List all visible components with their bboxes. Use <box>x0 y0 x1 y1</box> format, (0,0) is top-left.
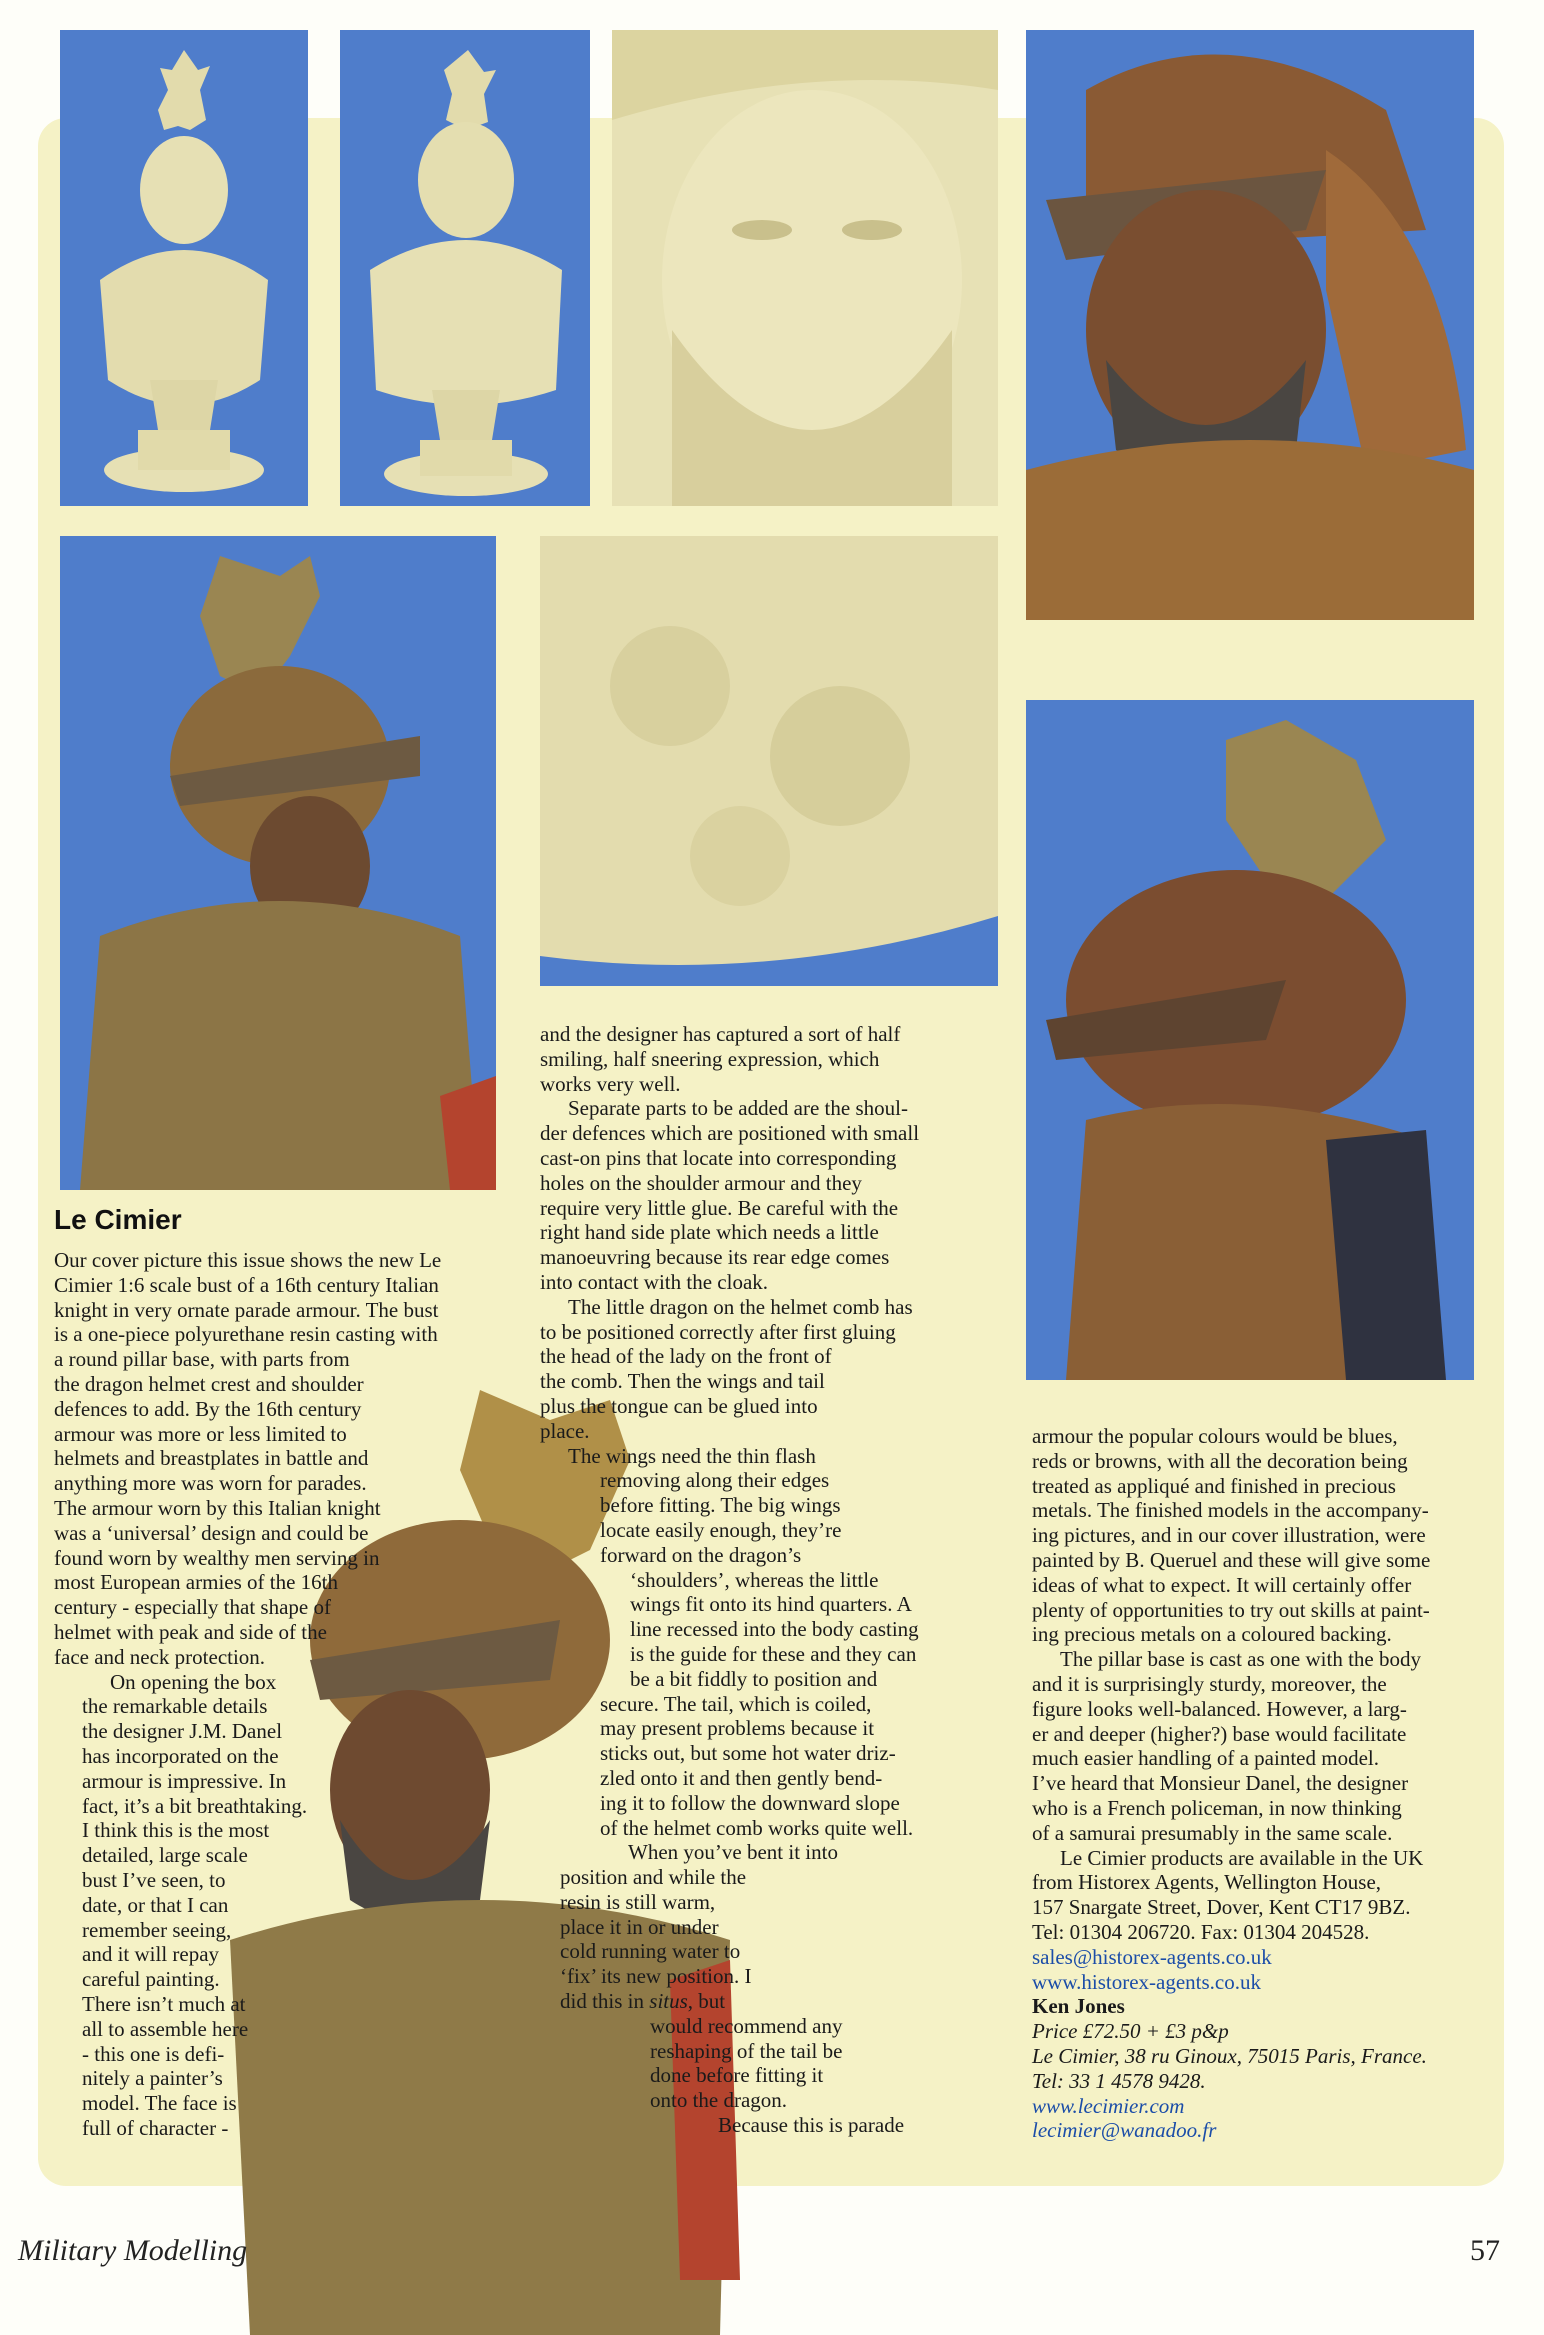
col3-paragraph <box>1032 1424 1502 1647</box>
col3-line: ing pictures, and in our cover illustration, were <box>1032 1523 1426 1548</box>
col2-paragraph <box>540 1840 1010 2113</box>
author-name: Ken Jones <box>1032 1994 1125 2019</box>
col3-line: I’ve heard that Monsieur Danel, the designer <box>1032 1771 1409 1796</box>
col1-line: most European armies of the 16th <box>54 1570 339 1595</box>
col2-line: to be positioned correctly after first gluing <box>540 1319 896 1344</box>
col1-line: full of character - <box>82 2115 229 2140</box>
article-heading: Le Cimier <box>54 1204 182 1235</box>
col1-line: The armour worn by this Italian knight <box>54 1495 381 1520</box>
col2-line: plus the tongue can be glued into <box>540 1393 818 1418</box>
col1-line: armour is impressive. In <box>82 1768 287 1793</box>
col3-line: who is a French policeman, in now thinking <box>1032 1795 1402 1820</box>
column-1 <box>54 1248 514 2141</box>
col3-line: ideas of what to expect. It will certainly offer <box>1032 1572 1412 1597</box>
col2-line: and the designer has captured a sort of half <box>540 1022 901 1046</box>
col2-line: may present problems because it <box>600 1716 875 1741</box>
col1-line: knight in very ornate parade armour. The bust <box>54 1297 439 1322</box>
col2-line: The wings need the thin flash <box>568 1443 816 1468</box>
col1-paragraph-1 <box>54 1248 514 1670</box>
lecimier-address: Le Cimier, 38 ru Ginoux, 75015 Paris, France. <box>1032 2043 1427 2068</box>
column-3 <box>1032 1424 1502 2143</box>
col1-line: armour was more or less limited to <box>54 1421 347 1446</box>
col2-line: secure. The tail, which is coiled, <box>600 1691 872 1716</box>
col2-line: forward on the dragon’s <box>600 1542 802 1567</box>
lecimier-email-link[interactable]: lecimier@wanadoo.fr <box>1032 2118 1217 2143</box>
col1-line: Cimier 1:6 scale bust of a 16th century Italian <box>54 1272 439 1297</box>
lecimier-tel: Tel: 33 1 4578 9428. <box>1032 2068 1206 2093</box>
col3-line: ing precious metals on a coloured backing. <box>1032 1622 1392 1647</box>
col2-line: holes on the shoulder armour and they <box>540 1170 862 1195</box>
col2-line: locate easily enough, they’re <box>600 1517 842 1542</box>
col1-line: found worn by wealthy men serving in <box>54 1545 380 1570</box>
col2-line: position and while the <box>560 1865 747 1890</box>
col3-line: much easier handling of a painted model. <box>1032 1746 1379 1771</box>
col1-line: the designer J.M. Danel <box>82 1719 283 1744</box>
photo-unpainted-face-closeup <box>612 30 998 506</box>
col1-line: defences to add. By the 16th century <box>54 1396 362 1421</box>
col2-line: der defences which are positioned with small <box>540 1121 920 1146</box>
col2-line: the comb. Then the wings and tail <box>540 1369 825 1394</box>
col1-line: the dragon helmet crest and shoulder <box>54 1371 364 1396</box>
col2-line: wings fit onto its hind quarters. A <box>630 1592 912 1617</box>
historex-web-link[interactable]: www.historex-agents.co.uk <box>1032 1969 1262 1994</box>
photo-unpainted-bust-back <box>340 30 590 506</box>
col3-text <box>1032 1424 1502 1945</box>
col2-line: require very little glue. Be careful with the <box>540 1195 899 1220</box>
col2-line: is the guide for these and they can <box>630 1641 917 1666</box>
col2-line: done before fitting it <box>650 2063 824 2088</box>
col3-line: of a samurai presumably in the same scale. <box>1032 1820 1393 1845</box>
col3-line: and it is surprisingly sturdy, moreover, the <box>1032 1671 1387 1696</box>
col2-line: of the helmet comb works quite well. <box>600 1815 914 1840</box>
col1-line: anything more was worn for parades. <box>54 1471 367 1496</box>
col2-line: resin is still warm, <box>560 1889 716 1914</box>
col1-line: all to assemble here <box>82 2016 249 2041</box>
col1-line: There isn’t much at <box>82 1991 246 2016</box>
magazine-title: Military Modelling <box>18 2234 248 2267</box>
col2-paragraph <box>540 1096 1010 1294</box>
col3-paragraph <box>1032 1647 1502 1845</box>
page-number: 57 <box>1470 2234 1500 2267</box>
col3-line: Le Cimier products are available in the UK <box>1060 1845 1424 1870</box>
col2-text <box>540 1022 1010 2138</box>
col2-line: place it in or under <box>560 1914 719 1939</box>
col2-paragraph <box>540 1022 1010 1096</box>
col3-line: er and deeper (higher?) base would facilitate <box>1032 1721 1407 1746</box>
col2-line: The little dragon on the helmet comb has <box>568 1294 913 1319</box>
col1-line: detailed, large scale <box>82 1843 248 1868</box>
col2-line: smiling, half sneering expression, which <box>540 1046 880 1071</box>
col2-line: the head of the lady on the front of <box>540 1344 832 1369</box>
col1-line: and it will repay <box>82 1942 220 1967</box>
col2-line: reshaping of the tail be <box>650 2038 843 2063</box>
col1-line: - this one is defi- <box>82 2041 225 2066</box>
col1-line: the remarkable details <box>82 1694 268 1719</box>
col2-line: before fitting. The big wings <box>600 1493 841 1518</box>
photo-painted-helmet-profile <box>1026 700 1474 1380</box>
col2-line: cold running water to <box>560 1939 741 1964</box>
col2-line: would recommend any <box>650 2013 843 2038</box>
col2-line: cast-on pins that locate into corresponding <box>540 1145 897 1170</box>
col2-line: manoeuvring because its rear edge comes <box>540 1245 890 1270</box>
col2-line: sticks out, but some hot water driz- <box>600 1741 896 1766</box>
col3-line: Tel: 01304 206720. Fax: 01304 204528. <box>1032 1919 1370 1944</box>
col1-line: face and neck protection. <box>54 1644 266 1669</box>
col2-line: ing it to follow the downward slope <box>600 1790 900 1815</box>
col1-line: century - especially that shape of <box>54 1595 331 1620</box>
col2-line: zled onto it and then gently bend- <box>600 1765 883 1790</box>
col1-line: fact, it’s a bit breathtaking. <box>82 1793 308 1818</box>
col1-line: I think this is the most <box>82 1818 270 1843</box>
col1-line: Our cover picture this issue shows the new Le <box>54 1248 442 1272</box>
col2-line: onto the dragon. <box>650 2088 788 2113</box>
col1-line: careful painting. <box>82 1967 220 1992</box>
col3-line: painted by B. Queruel and these will give some <box>1032 1547 1431 1572</box>
col3-paragraph <box>1032 1846 1502 1945</box>
sales-email-link[interactable]: sales@historex-agents.co.uk <box>1032 1944 1272 1969</box>
col3-line: plenty of opportunities to try out skills at paint- <box>1032 1597 1430 1622</box>
photo-painted-face-closeup <box>1026 30 1474 620</box>
col2-line: works very well. <box>540 1071 681 1096</box>
col1-line: is a one-piece polyurethane resin casting with <box>54 1322 438 1347</box>
col2-line: did this in situs, but <box>560 1989 726 2014</box>
col1-line: nitely a painter’s <box>82 2066 223 2091</box>
photo-unpainted-breastplate-detail <box>540 536 998 986</box>
col3-line: reds or browns, with all the decoration being <box>1032 1448 1408 1473</box>
col2-paragraph <box>540 1444 1010 1841</box>
photo-painted-bust-three-quarter <box>60 536 496 1190</box>
col3-line: from Historex Agents, Wellington House, <box>1032 1870 1382 1895</box>
col2-paragraph <box>540 1295 1010 1444</box>
col1-line: a round pillar base, with parts from <box>54 1347 350 1372</box>
col1-line: date, or that I can <box>82 1892 229 1917</box>
col1-line: helmets and breastplates in battle and <box>54 1446 369 1471</box>
col2-line: line recessed into the body casting <box>630 1617 919 1642</box>
col2-line: right hand side plate which needs a little <box>540 1220 879 1245</box>
col1-line: bust I’ve seen, to <box>82 1867 226 1892</box>
col2-line: ‘shoulders’, whereas the little <box>630 1567 879 1592</box>
col1-line: has incorporated on the <box>82 1743 279 1768</box>
col3-line: armour the popular colours would be blues, <box>1032 1424 1398 1448</box>
col2-line: ‘fix’ its new position. I <box>560 1964 752 1989</box>
price-text: Price £72.50 + £3 p&p <box>1032 2019 1229 2044</box>
photo-unpainted-bust-front <box>60 30 308 506</box>
col2-paragraph <box>540 2113 1010 2138</box>
col1-paragraph-2 <box>54 1670 514 2141</box>
col2-line: Separate parts to be added are the shoul- <box>568 1096 908 1121</box>
col3-line: 157 Snargate Street, Dover, Kent CT17 9BZ. <box>1032 1895 1411 1920</box>
lecimier-web-link[interactable]: www.lecimier.com <box>1032 2093 1185 2118</box>
col2-line: be a bit fiddly to position and <box>630 1666 878 1691</box>
col3-line: figure looks well-balanced. However, a larg- <box>1032 1696 1407 1721</box>
col3-line: The pillar base is cast as one with the body <box>1060 1647 1421 1672</box>
col2-line: removing along their edges <box>600 1468 830 1493</box>
col3-line: treated as appliqué and finished in precious <box>1032 1473 1396 1498</box>
col3-line: metals. The finished models in the accompany- <box>1032 1498 1429 1523</box>
col2-line: into contact with the cloak. <box>540 1269 769 1294</box>
col1-line: helmet with peak and side of the <box>54 1619 327 1644</box>
col2-line: place. <box>540 1418 590 1443</box>
col2-line: When you’ve bent it into <box>628 1840 838 1865</box>
col1-line: model. The face is <box>82 2091 237 2116</box>
col1-line: On opening the box <box>110 1669 277 1694</box>
col2-line: Because this is parade <box>718 2113 905 2138</box>
col1-line: remember seeing, <box>82 1917 232 1942</box>
col1-line: was a ‘universal’ design and could be <box>54 1520 369 1545</box>
column-2 <box>540 1022 1010 2138</box>
